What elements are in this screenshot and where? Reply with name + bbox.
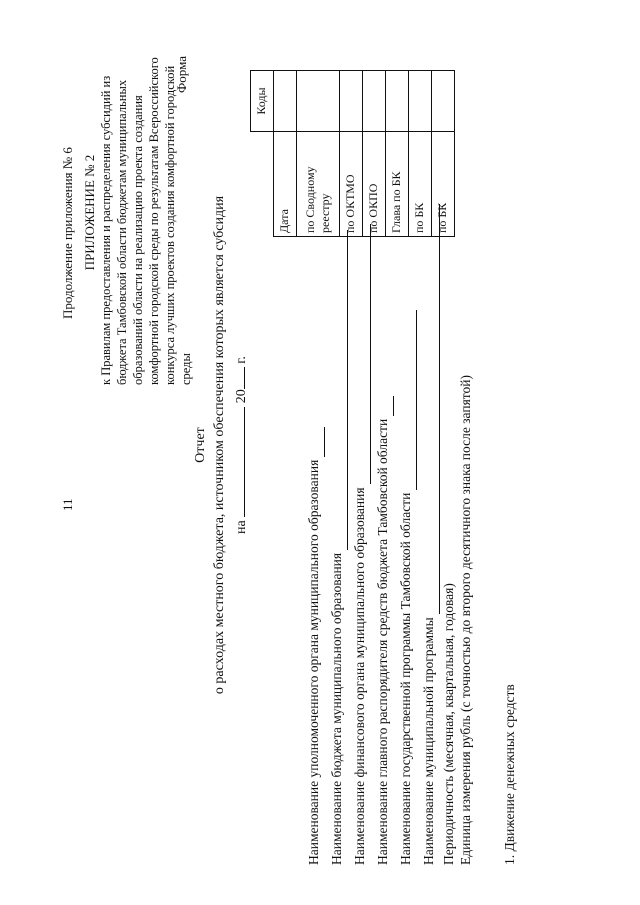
codes-row-value[interactable] (385, 71, 408, 132)
codes-row-value[interactable] (362, 71, 385, 132)
period-year-prefix: 20 (234, 389, 249, 404)
field-blank[interactable] (378, 396, 394, 416)
codes-row-value[interactable] (339, 71, 362, 132)
period-date-blank[interactable] (231, 407, 245, 517)
codes-row-value[interactable] (296, 71, 339, 132)
report-title: Отчет (193, 427, 208, 463)
field-blank[interactable] (355, 224, 371, 484)
period-prefix: на (234, 520, 249, 534)
unit-label: Единица измерения рубль (с точностью до второго десятичного знака после запятой) (458, 375, 473, 865)
period-suffix: г. (234, 356, 249, 364)
report-subtitle: о расходах местного бюджета, источником обеспечения которых является субсидия (212, 195, 227, 695)
field-municipal-program (417, 204, 440, 865)
appendix-title: ПРИЛОЖЕНИЕ № 2 (82, 154, 97, 271)
codes-table-header: Коды (251, 71, 274, 132)
appendix-description: к Правилам предоставления и распределения субсидий из бюджета Тамбовской области бюджетам муниципальных образований области на реализацию проекта создания комфортной городской среды по результатам Всероссийского конкурса лучших проектов создания комфортной городской среды (99, 57, 193, 385)
period-year-blank[interactable] (231, 367, 245, 389)
codes-row-label: по ОКПО (362, 132, 385, 237)
field-budget-name (325, 204, 348, 865)
codes-row-label: Глава по БК (385, 132, 408, 237)
page-number: 11 (60, 498, 75, 511)
field-label: Наименование финансового органа муниципального образования (352, 487, 367, 865)
codes-row-value[interactable] (408, 71, 431, 132)
field-blank[interactable] (401, 310, 417, 490)
section-heading: 1. Движение денежных средств (502, 684, 517, 865)
codes-row-label: по БК (408, 132, 431, 237)
periodicity-label: Периодичность (месячная, квартальная, годовая) (441, 583, 456, 865)
field-label: Наименование бюджета муниципального образования (329, 552, 344, 865)
field-label: Наименование уполномоченного органа муниципального образования (306, 459, 321, 865)
appendix-continuation-note: Продолжение приложения № 6 (60, 147, 75, 319)
codes-row-label: по БК (431, 132, 454, 237)
codes-row-label: по ОКТМО (339, 132, 362, 237)
field-blank[interactable] (332, 230, 348, 550)
field-label: Наименование муниципальной программы (421, 617, 436, 865)
field-state-program (394, 204, 417, 865)
report-fields (302, 204, 474, 865)
field-label: Наименование государственной программы Тамбовской области (398, 492, 413, 865)
codes-row-label: по Сводному реестру (296, 132, 339, 237)
field-financial-body (348, 204, 371, 865)
field-blank[interactable] (424, 204, 440, 614)
form-label: Форма (174, 56, 189, 93)
codes-row-value[interactable] (431, 71, 454, 132)
codes-row-value[interactable] (273, 71, 296, 132)
field-chief-administrator (371, 204, 394, 865)
field-blank[interactable] (309, 427, 325, 457)
report-period-line (231, 185, 250, 705)
field-authorized-body (302, 204, 325, 865)
codes-row-label: Дата (273, 132, 296, 237)
field-label: Наименование главного распорядителя средств бюджета Тамбовской области (375, 418, 390, 865)
